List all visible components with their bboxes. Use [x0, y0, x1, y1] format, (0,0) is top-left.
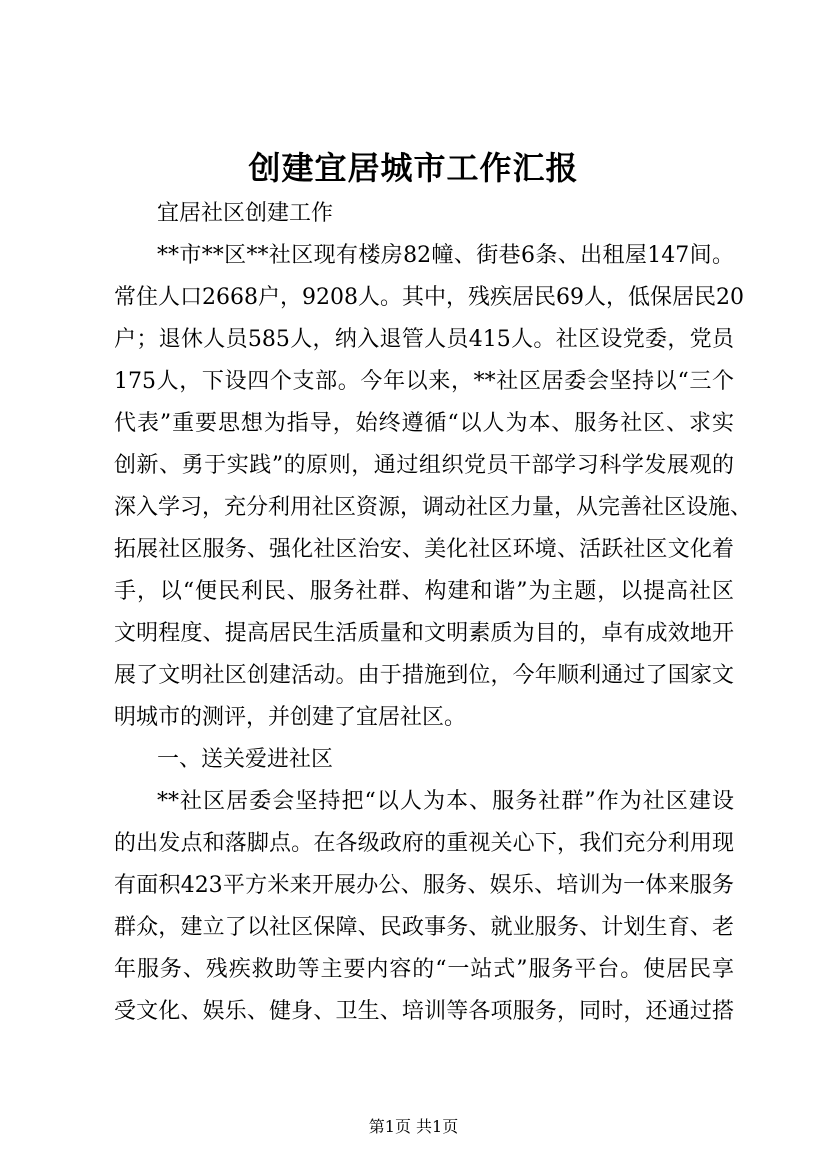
paragraph-line: 手，以“便民利民、服务社群、构建和谐”为主题，以提高社区: [114, 579, 734, 604]
paragraph-line: 代表”重要思想为指导，始终遵循“以人为本、服务社区、求实: [114, 411, 734, 436]
paragraph-line: **社区居委会坚持把“以人为本、服务社群”作为社区建设: [157, 789, 734, 814]
paragraph-line: 年服务、残疾救助等主要内容的“一站式”服务平台。使居民享: [114, 957, 734, 982]
page-footer: 第1页 共1页: [368, 1117, 459, 1136]
paragraph-line: 展了文明社区创建活动。由于措施到位，今年顺利通过了国家文: [114, 663, 734, 688]
paragraph-line: 拓展社区服务、强化社区治安、美化社区环境、活跃社区文化着: [114, 537, 734, 562]
paragraph-line: 创新、勇于实践”的原则，通过组织党员干部学习科学发展观的: [114, 453, 734, 478]
paragraph-line: 的出发点和落脚点。在各级政府的重视关心下，我们充分利用现: [114, 831, 734, 856]
paragraph-line: 有面积423平方米来开展办公、服务、娱乐、培训为一体来服务: [114, 873, 734, 898]
paragraph-line: 常住人口2668户，9208人。其中，残疾居民69人，低保居民20: [114, 285, 744, 310]
paragraph-line: 户；退休人员585人，纳入退管人员415人。社区设党委，党员: [114, 327, 734, 352]
paragraph-line: 受文化、娱乐、健身、卫生、培训等各项服务，同时，还通过搭: [114, 999, 734, 1024]
paragraph-line: 明城市的测评，并创建了宜居社区。: [114, 705, 467, 730]
paragraph-line: 175人，下设四个支部。今年以来，**社区居委会坚持以“三个: [114, 369, 734, 394]
paragraph-line: 群众，建立了以社区保障、民政事务、就业服务、计划生育、老: [114, 915, 734, 940]
section-heading: 宜居社区创建工作: [157, 201, 334, 226]
document-title: 创建宜居城市工作汇报: [248, 149, 579, 187]
section-heading: 一、送关爱进社区: [157, 747, 334, 772]
paragraph-line: 文明程度、提高居民生活质量和文明素质为目的，卓有成效地开: [114, 621, 734, 646]
paragraph-line: **市**区**社区现有楼房82幢、街巷6条、出租屋147间。: [157, 243, 734, 268]
paragraph-line: 深入学习，充分利用社区资源，调动社区力量，从完善社区设施、: [114, 495, 753, 520]
